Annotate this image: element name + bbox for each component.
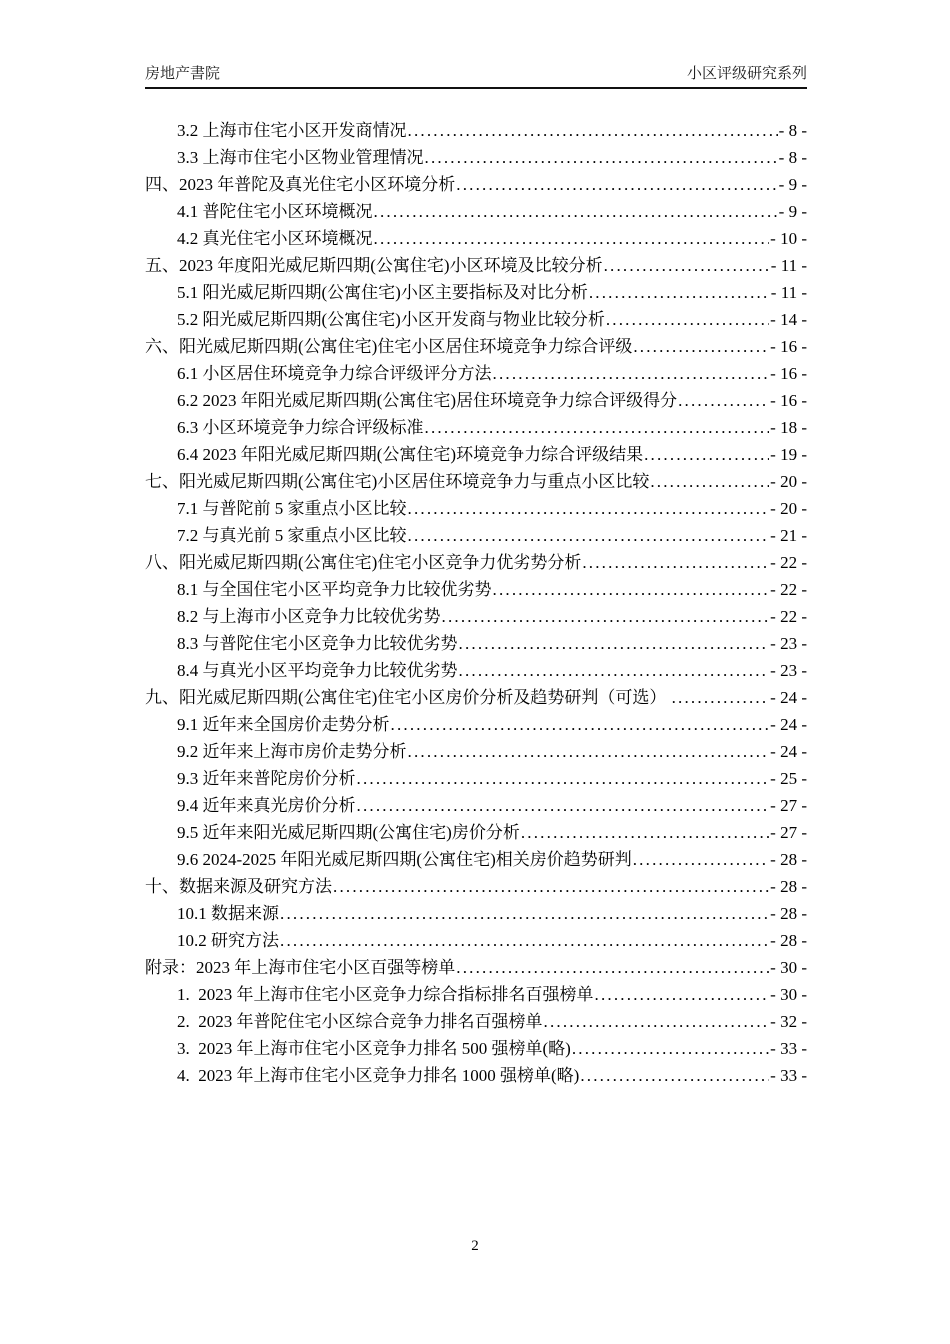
toc-entry-label: 5.1 阳光威尼斯四期(公寓住宅)小区主要指标及对比分析 <box>177 283 588 302</box>
toc-dot-leader <box>493 576 770 603</box>
toc-entry-page: - 24 - <box>770 688 807 707</box>
toc-entry-page: - 22 - <box>770 607 807 626</box>
toc-entry-page: - 28 - <box>770 931 807 950</box>
toc-entry-label: 五、2023 年度阳光威尼斯四期(公寓住宅)小区环境及比较分析 <box>145 256 603 275</box>
toc-entry-page: - 32 - <box>770 1012 807 1031</box>
toc-entry-page: - 16 - <box>770 391 807 410</box>
toc-entry <box>145 387 807 414</box>
toc-entry-page: - 33 - <box>770 1039 807 1058</box>
toc-entry <box>145 171 807 198</box>
toc-dot-leader <box>456 954 769 981</box>
toc-dot-leader <box>589 279 770 306</box>
toc-entry-label: 8.1 与全国住宅小区平均竞争力比较优劣势 <box>177 580 492 599</box>
toc-dot-leader <box>408 117 778 144</box>
toc-dot-leader <box>606 306 769 333</box>
toc-entry <box>145 1008 807 1035</box>
toc-entry-page: - 25 - <box>770 769 807 788</box>
toc-entry-label: 6.2 2023 年阳光威尼斯四期(公寓住宅)居住环境竞争力综合评级得分 <box>177 391 678 410</box>
header-left-title: 房地产書院 <box>145 65 221 82</box>
toc-entry <box>145 1062 807 1089</box>
toc-entry-label: 9.3 近年来普陀房价分析 <box>177 769 356 788</box>
toc-entry-page: - 8 - <box>778 121 807 140</box>
toc-dot-leader <box>280 927 769 954</box>
page-number: 2 <box>471 1238 479 1254</box>
toc-dot-leader <box>521 819 769 846</box>
toc-entry-label: 七、阳光威尼斯四期(公寓住宅)小区居住环境竞争力与重点小区比较 <box>145 472 650 491</box>
toc-entry-page: - 8 - <box>778 148 807 167</box>
toc-entry-label: 7.1 与普陀前 5 家重点小区比较 <box>177 499 407 518</box>
toc-entry-label: 四、2023 年普陀及真光住宅小区环境分析 <box>145 175 456 194</box>
toc-entry-page: - 30 - <box>770 958 807 977</box>
toc-entry-label: 9.2 近年来上海市房价走势分析 <box>177 742 407 761</box>
toc-dot-leader <box>408 495 770 522</box>
toc-dot-leader <box>650 468 769 495</box>
toc-entry <box>145 846 807 873</box>
toc-dot-leader <box>493 360 770 387</box>
toc-entry <box>145 954 807 981</box>
toc-entry-label: 3.3 上海市住宅小区物业管理情况 <box>177 148 424 167</box>
toc-entry-label: 8.2 与上海市小区竞争力比较优劣势 <box>177 607 441 626</box>
toc-dot-leader <box>580 1062 769 1089</box>
toc-entry-label: 8.3 与普陀住宅小区竞争力比较优劣势 <box>177 634 458 653</box>
toc-entry-label: 8.4 与真光小区平均竞争力比较优劣势 <box>177 661 458 680</box>
toc-dot-leader <box>459 630 770 657</box>
toc-entry <box>145 279 807 306</box>
toc-entry-label: 十、数据来源及研究方法 <box>145 877 332 896</box>
toc-entry-page: - 9 - <box>778 175 807 194</box>
table-of-contents <box>145 117 807 1089</box>
toc-entry-page: - 24 - <box>770 715 807 734</box>
toc-dot-leader <box>544 1008 770 1035</box>
toc-dot-leader <box>595 981 770 1008</box>
toc-dot-leader <box>672 684 770 711</box>
toc-entry <box>145 144 807 171</box>
toc-dot-leader <box>459 657 770 684</box>
toc-dot-leader <box>572 1035 769 1062</box>
toc-entry-label: 八、阳光威尼斯四期(公寓住宅)住宅小区竞争力优劣势分析 <box>145 553 582 572</box>
toc-entry-label: 9.4 近年来真光房价分析 <box>177 796 356 815</box>
toc-entry-label: 5.2 阳光威尼斯四期(公寓住宅)小区开发商与物业比较分析 <box>177 310 605 329</box>
toc-entry-page: - 23 - <box>770 661 807 680</box>
toc-dot-leader <box>456 171 777 198</box>
toc-entry <box>145 333 807 360</box>
toc-entry-label: 3.2 上海市住宅小区开发商情况 <box>177 121 407 140</box>
toc-entry <box>145 792 807 819</box>
toc-entry-label: 9.5 近年来阳光威尼斯四期(公寓住宅)房价分析 <box>177 823 520 842</box>
toc-entry <box>145 360 807 387</box>
toc-entry <box>145 549 807 576</box>
toc-entry-page: - 28 - <box>770 904 807 923</box>
toc-entry-page: - 14 - <box>770 310 807 329</box>
toc-entry-page: - 20 - <box>770 472 807 491</box>
toc-entry-label: 2. 2023 年普陀住宅小区综合竞争力排名百强榜单 <box>177 1012 543 1031</box>
toc-dot-leader <box>442 603 770 630</box>
toc-dot-leader <box>582 549 769 576</box>
toc-entry <box>145 711 807 738</box>
toc-entry <box>145 1035 807 1062</box>
toc-entry-page: - 22 - <box>770 553 807 572</box>
toc-entry-label: 4.2 真光住宅小区环境概况 <box>177 229 373 248</box>
header-divider <box>145 87 807 89</box>
toc-dot-leader <box>408 522 770 549</box>
toc-entry-label: 7.2 与真光前 5 家重点小区比较 <box>177 526 407 545</box>
toc-entry <box>145 981 807 1008</box>
toc-entry <box>145 684 807 711</box>
toc-entry <box>145 819 807 846</box>
toc-entry-label: 九、阳光威尼斯四期(公寓住宅)住宅小区房价分析及趋势研判（可选） <box>145 688 671 707</box>
toc-dot-leader <box>633 846 769 873</box>
toc-entry-page: - 22 - <box>770 580 807 599</box>
toc-entry-page: - 23 - <box>770 634 807 653</box>
toc-entry-label: 1. 2023 年上海市住宅小区竞争力综合指标排名百强榜单 <box>177 985 594 1004</box>
toc-dot-leader <box>425 414 770 441</box>
toc-entry-page: - 28 - <box>770 850 807 869</box>
toc-entry-page: - 24 - <box>770 742 807 761</box>
page-footer <box>0 1236 950 1256</box>
toc-entry <box>145 927 807 954</box>
toc-entry-page: - 11 - <box>770 283 807 302</box>
toc-entry-page: - 18 - <box>770 418 807 437</box>
toc-entry <box>145 657 807 684</box>
toc-entry <box>145 306 807 333</box>
toc-entry-page: - 27 - <box>770 796 807 815</box>
toc-entry <box>145 522 807 549</box>
toc-dot-leader <box>357 792 770 819</box>
toc-entry-page: - 28 - <box>770 877 807 896</box>
toc-entry-label: 4. 2023 年上海市住宅小区竞争力排名 1000 强榜单(略) <box>177 1066 580 1085</box>
toc-entry-page: - 10 - <box>770 229 807 248</box>
header-right-title: 小区评级研究系列 <box>686 65 807 82</box>
toc-entry-label: 10.2 研究方法 <box>177 931 279 950</box>
toc-entry <box>145 441 807 468</box>
toc-entry-label: 10.1 数据来源 <box>177 904 279 923</box>
toc-entry-page: - 21 - <box>770 526 807 545</box>
toc-entry-page: - 16 - <box>770 337 807 356</box>
toc-entry <box>145 468 807 495</box>
toc-dot-leader <box>633 333 769 360</box>
toc-dot-leader <box>357 765 770 792</box>
toc-dot-leader <box>374 198 778 225</box>
toc-entry-label: 附录：2023 年上海市住宅小区百强等榜单 <box>145 958 456 977</box>
toc-dot-leader <box>408 738 770 765</box>
toc-entry-label: 6.4 2023 年阳光威尼斯四期(公寓住宅)环境竞争力综合评级结果 <box>177 445 644 464</box>
toc-dot-leader <box>333 873 769 900</box>
toc-dot-leader <box>604 252 770 279</box>
toc-dot-leader <box>644 441 769 468</box>
toc-entry-label: 3. 2023 年上海市住宅小区竞争力排名 500 强榜单(略) <box>177 1039 571 1058</box>
toc-entry <box>145 873 807 900</box>
toc-dot-leader <box>678 387 769 414</box>
toc-entry-label: 9.6 2024-2025 年阳光威尼斯四期(公寓住宅)相关房价趋势研判 <box>177 850 632 869</box>
toc-entry-page: - 16 - <box>770 364 807 383</box>
toc-entry-label: 4.1 普陀住宅小区环境概况 <box>177 202 373 221</box>
toc-entry <box>145 738 807 765</box>
toc-entry-page: - 33 - <box>770 1066 807 1085</box>
toc-entry <box>145 630 807 657</box>
toc-entry <box>145 252 807 279</box>
toc-entry <box>145 117 807 144</box>
toc-dot-leader <box>425 144 778 171</box>
toc-entry-label: 6.1 小区居住环境竞争力综合评级评分方法 <box>177 364 492 383</box>
toc-entry-page: - 19 - <box>770 445 807 464</box>
toc-entry <box>145 495 807 522</box>
toc-entry-page: - 30 - <box>770 985 807 1004</box>
toc-entry-label: 6.3 小区环境竞争力综合评级标准 <box>177 418 424 437</box>
toc-entry <box>145 225 807 252</box>
toc-dot-leader <box>280 900 769 927</box>
toc-entry-label: 9.1 近年来全国房价走势分析 <box>177 715 390 734</box>
toc-entry <box>145 198 807 225</box>
toc-entry-page: - 27 - <box>770 823 807 842</box>
toc-entry-page: - 20 - <box>770 499 807 518</box>
toc-entry <box>145 765 807 792</box>
toc-entry-page: - 11 - <box>770 256 807 275</box>
page-header <box>145 65 807 83</box>
toc-entry-page: - 9 - <box>778 202 807 221</box>
toc-entry <box>145 900 807 927</box>
toc-entry <box>145 603 807 630</box>
toc-entry-label: 六、阳光威尼斯四期(公寓住宅)住宅小区居住环境竞争力综合评级 <box>145 337 633 356</box>
toc-dot-leader <box>391 711 770 738</box>
toc-entry <box>145 414 807 441</box>
toc-dot-leader <box>374 225 770 252</box>
toc-entry <box>145 576 807 603</box>
